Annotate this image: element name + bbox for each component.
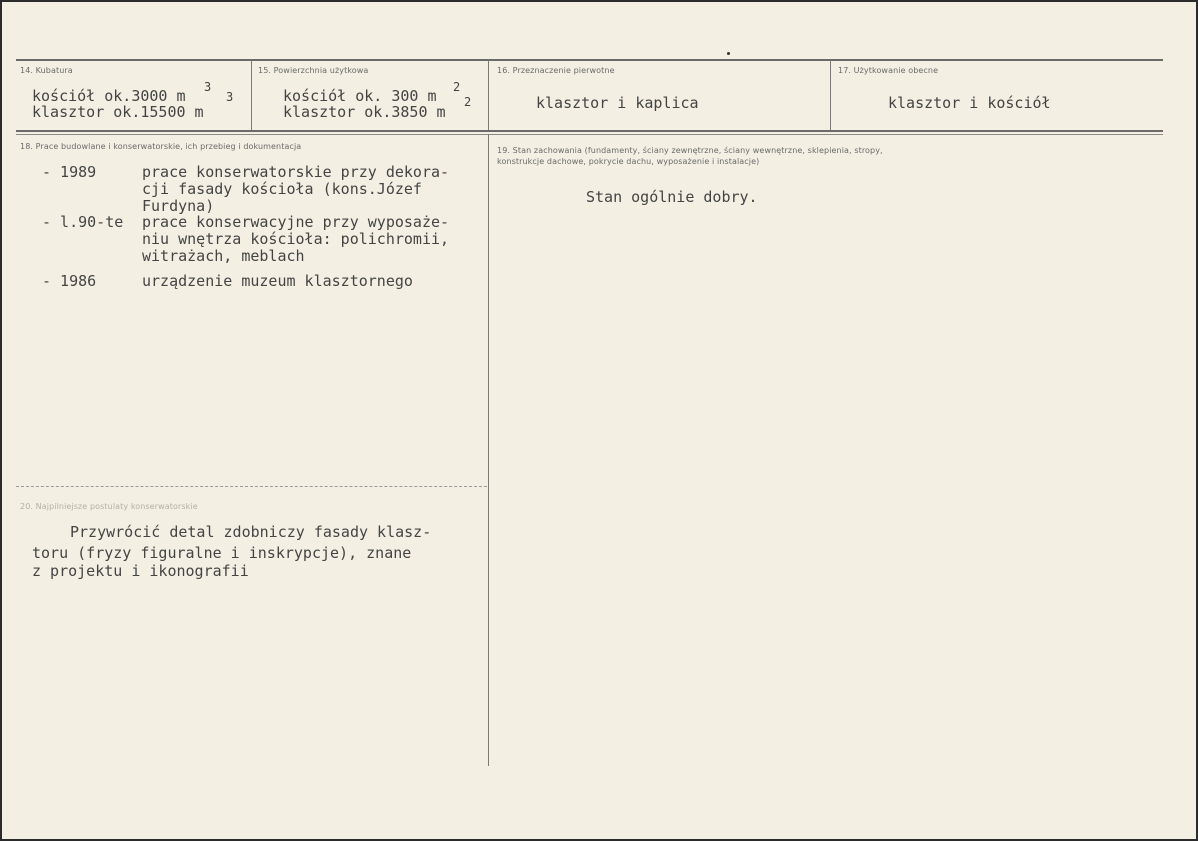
field-20-line-2: toru (fryzy figuralne i inskrypcje), znane xyxy=(32,544,412,562)
field-19-value: Stan ogólnie dobry. xyxy=(586,188,758,206)
field-14-label: 14. Kubatura xyxy=(20,66,73,75)
entry-2-line-1: prace konserwacyjne przy wyposaże- xyxy=(142,213,450,231)
entry-2-line-3: witrażach, meblach xyxy=(142,247,305,265)
ink-dot xyxy=(727,52,730,55)
header-bottom-rule-2 xyxy=(16,134,1163,135)
field-16-label: 16. Przeznaczenie pierwotne xyxy=(497,66,615,75)
top-rule xyxy=(16,59,1163,61)
field-16-value: klasztor i kaplica xyxy=(536,94,699,112)
entry-3-line-1: urządzenie muzeum klasztornego xyxy=(142,272,413,290)
divider-main xyxy=(488,134,489,766)
field-15-sup-1: 2 xyxy=(453,80,461,94)
entry-3-date: - 1986 xyxy=(42,272,97,290)
field-19-label-line-1: 19. Stan zachowania (fundamenty, ściany zewnętrzne, ściany wewnętrzne, sklepienia, stropy, xyxy=(497,146,883,155)
section-20-rule xyxy=(16,486,487,487)
field-19-label-line-2: konstrukcje dachowe, pokrycie dachu, wyposażenie i instalacje) xyxy=(497,157,760,166)
field-15-sup-2: 2 xyxy=(464,95,472,109)
field-17-value: klasztor i kościół xyxy=(888,94,1051,112)
header-bottom-rule xyxy=(16,130,1163,132)
entry-2-date: - l.90-te xyxy=(42,213,124,231)
entry-1-date: - 1989 xyxy=(42,163,97,181)
entry-2-line-2: niu wnętrza kościoła: polichromii, xyxy=(142,230,450,248)
field-15-label: 15. Powierzchnia użytkowa xyxy=(258,66,369,75)
entry-1-line-2: cji fasady kościoła (kons.Józef xyxy=(142,180,422,198)
entry-1-line-3: Furdyna) xyxy=(142,197,215,215)
field-17-label: 17. Użytkowanie obecne xyxy=(838,66,939,75)
divider-16-17 xyxy=(830,60,831,130)
field-20-line-1: Przywrócić detal zdobniczy fasady klasz- xyxy=(70,523,432,541)
field-20-label: 20. Najpilniejsze postulaty konserwatorskie xyxy=(20,502,198,511)
field-14-sup-1: 3 xyxy=(204,80,212,94)
field-14-line-2: klasztor ok.15500 m xyxy=(32,103,204,121)
divider-15-16 xyxy=(488,60,489,130)
entry-1-line-1: prace konserwatorskie przy dekora- xyxy=(142,163,450,181)
field-15-line-1: kościół ok. 300 m xyxy=(283,87,437,105)
field-20-line-3: z projektu i ikonografii xyxy=(32,562,249,580)
divider-14-15 xyxy=(251,60,252,130)
field-14-sup-2: 3 xyxy=(226,90,234,104)
field-15-line-2: klasztor ok.3850 m xyxy=(283,103,446,121)
field-14-line-1: kościół ok.3000 m xyxy=(32,87,186,105)
field-18-label: 18. Prace budowlane i konserwatorskie, ich przebieg i dokumentacja xyxy=(20,142,302,151)
